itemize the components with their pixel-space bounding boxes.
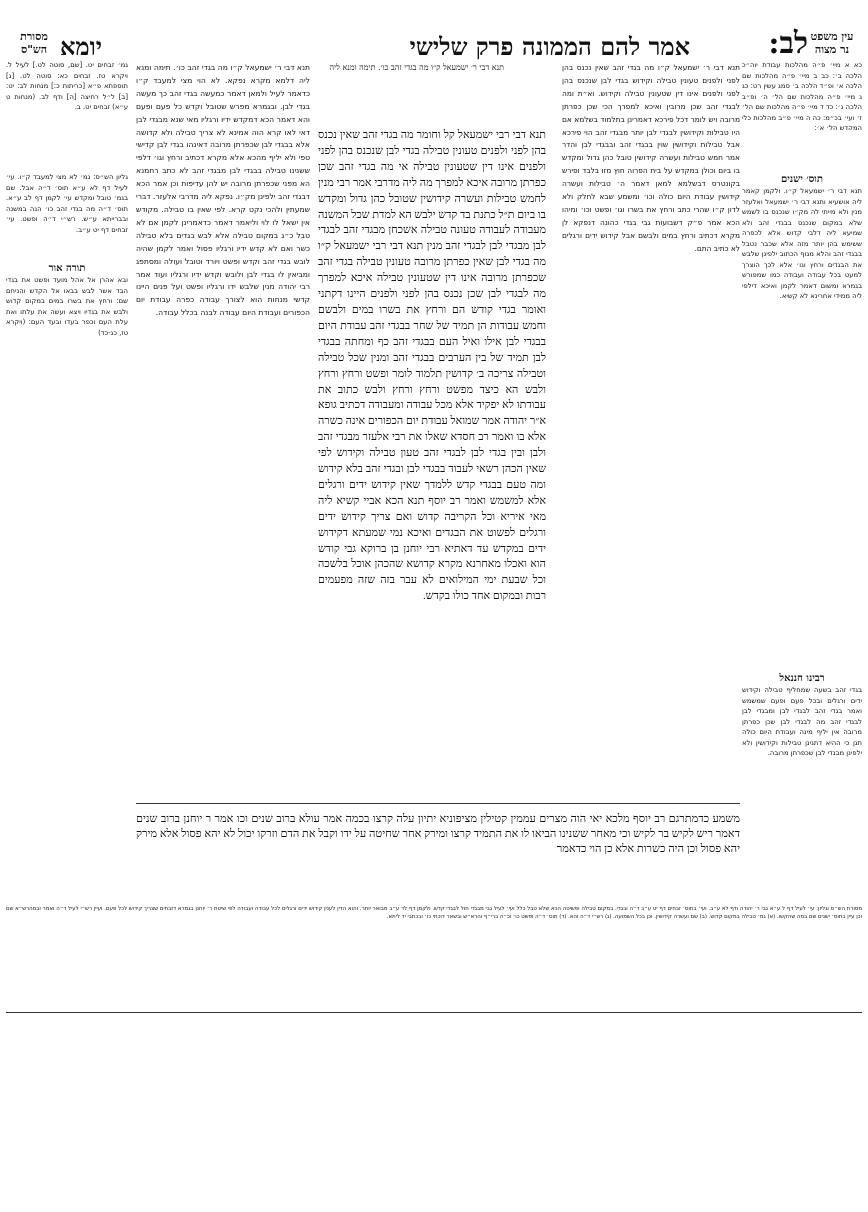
rabbeinu-chananel-title: רבינו חננאל (779, 673, 825, 684)
daf-number: לב: (768, 26, 808, 61)
tractate-name: יומא (60, 32, 103, 61)
bottom-commentary: מסורת הש״ס וגליון: עי׳ לעיל דף ל ע״א גבי ר׳ יהודה ודף לא ע״ב. ועי׳ בתוס׳ זבחים דף יט ע״ב ד״ה ובגדי. במקום טבילה ופשיטה הכא שלא טבל כלל ועי׳ לעיל גבי מבגדי חול לבגדי קדש. ולקמן דף לד ע״ב מבואר יותר. והוא הדין לענין קידוש ידים ורגלים לכל עבודה ועבודה לפי שיטת ר׳ יוחנן בגמרא דזבחים שצריך קידוש לכל פעם. ועיין רש״י לעיל ד״ה ואמר ובמהרש״א שם וכן עיין בתוס׳ ישנים שם במה שהקשו. (א) גמ׳ טבילה במקום קדוש. (ב) שם ועשרה קידושין. וכן בכל השמועה. (ג) רש״י ד״ה והא. (ד) תוס׳ ד״ה ופשט כו׳ וכ״ה ברי״ף והרא״ש ובשאר דוכתי כו׳ ובכתבי יד ליתא. (6, 906, 862, 920)
rabbeinu-chananel-column: בגדי זהב בשעה שמחליף טבילה וקידוש ידים ורגלים ובכל פעם ופעם שמשמש ואמר בגדי זהב לבגדי לבן ומבגדי לבן לבגדי זהב מה לבגדי לבן שכן כפרתן מרובה אין יליף מינה ועבודת היום כולה תנן כי ההיא דתנינן טבילות וקידושין ולא ילפינן מבגדי לבן שכפרתן מרובה. (742, 686, 862, 757)
gemara-column: תנא דבי רבי ישמעאל קל וחומר מה בגדי זהב שאין נכנס בהן לפני ולפנים טעונין טבילה בגדי לבן שנכנס בהן לפני ולפנים אינו דין שטעונין טבילה אי מה בגדי זהב שכן כפרתן מרובה איכא למפרך מה ליה מדרבי אמר רבי מנין לחמש טבילות ועשרה קידושין שטובל כהן גדול ומקדש בו ביום ת״ל כתנת בד קדש ילבש הא למדת שכל המשנה מעבודה לעבודה טעונה טבילה אשכחן מבגדי זהב לבגדי לבן מבגדי לבן לבגדי זהב מנין תנא דבי רבי ישמעאל ק״ו מה בגדי לבן שאין כפרתן מרובה טעונין טבילה בגדי זהב שכפרתן מרובה אינו דין שטעונין טבילה איכא למפרך מה לבגדי לבן שכן נכנס בהן לפני ולפנים היינו דקתני ואומר בגדי קודש הם ורחץ את בשרו במים ולבשם וחמש עבודות הן תמיד של שחר בבגדי זהב עבודת היום בבגדי לבן אילו ואיל העם בבגדי זהב כף ומחתה בבגדי לבן תמיד של בין הערבים בבגדי זהב ומנין שכל טבילה וטבילה צריכה ב׳ קדושין תלמוד לומר ופשט ורחץ ורחץ ולבש הא כיצד מפשט ורחץ ורחץ ולבש כתוב את עבודתו לא יפקיד אלא מכל עבודה ומעבודה דכתיב גופא א״ר יהודה אמר שמואל עבודת יום הכפורים אינה כשרה אלא בו ואמר רב חסדא שאלו את רבי אלעזר מבגדי זהב ולבן ובין בגדי לבן לבגדי זהב טעון טבילה וקידוש לפי שאין הכהן רשאי לעבוד בבגדי לבן ובגדי זהב בלא קידוש ומה טעם בבגדי קדש ללמדך שאין קידוש ידים ורגלים אלא למשמש ואמר רב יוסף תנא הכא אביי קשיא ליה מאי איריא וכל הקריבה קדוש ואם צריך קידוש ידים ורגלים לפשוט את הבגדים ואיכא נמי שמעתא דקידוש ידים במקדש עד דאתיא רבי יוחנן בן ברוקא גבי קודש הוא ואכלו מאחרנא מקרא קדושא שהכהן אוכל בלשכה וכל שבעת ימי המילואים לא עבר בזה שזה מפעמים רבות ובמקום אחד כולו בקדש. (318, 129, 546, 603)
torah-or-column: ובא אהרן אל אהל מועד ופשט את בגדי הבד אשר לבש בבאו אל הקדש והניחם שם: ורחץ את בשרו במים במקום קדוש ולבש את בגדיו ויצא ועשה את עלתו ואת עלת העם וכפר בעדו ובעד העם: (ויקרא טז, כג-כד) (6, 276, 128, 337)
gemara-bottom-text: משמע כדמתרגם רב יוסף מלכא יאי הוה מצרים עממין קטילין מציפוניא יתיון עלה קרצו בכמה אמר עולא ברוב שנים וכו אמר ר יוחנן ברוב שנים דאמר ריש לקיש בר לקיש וכי מאחר ששנינו הביאו לו את התמיד קרצו ומירק אחר שחיטה על ידו וקבל את הדם וזרקו יכול לא יהא פסול אלא מירק יהא פסול וכן היה כשרות אלא כן הוי כדאמר (136, 813, 740, 855)
gemara-top-rashi: תנא דבי ר׳ ישמעאל ק״ו מה בגדי זהב כו׳. תימה ומנא ליה (329, 63, 504, 72)
rashi-column: תנא דבי ר׳ ישמעאל ק״ו מה בגדי זהב כו׳. תימה ומנא ליה דלמא מקרא נפקא. לא הוי מצי למעבד ק״ו כדאמר לעיל ולמאן דאמר כמעשה בגדי זהב כך מעשה בגדי לבן. ובגמרא מפרש שטובל וקדש כל פעם ופעם והא דאמר הכא דמקדש ידיו ורגליו מאי שנא מבגדי לבן דאי לאו קרא הוה אמינא לא צריך טבילה ולא קדושה אלא בבגדי לבן שכפרתן מרובה דאינהו בגדי לבן קדישי טפי ולא יליף מהכא אלא מקרא דכתיב ורחץ וגו׳ דלפי ששנינו טבילה בבגדי לבן מבגדי זהב לא כתב רחמנא הא מפני שכפרתן מרובה יש להן עדיפות וכן אמר הכא דבגדי זהב ילפינן מק״ו. נפקא ליה מדרבי אלעזר. דברי שמעתין ולהכי נקט קרא. לפי שאין בו טבילה. מקודש אין ישאל לו לוי וליאמר דאמר כדאמרינן לקמן אם לא טבל כ״ג במקום טבילה אלא לבש בגדים בלא טבילה כשר ואם לא קדש ידיו ורגליו פסול ואמר לקמן שהיה לובש בגדי זהב וקדש ופשט ויורד וטובל ועולה ומסתפג ומביאין לו בגדי לבן ולובש וקדש ידיו ורגליו ועוד אמר רבי יהודה מנין שלבש ידו ורגליו ופשט ועל פנים היינו קדשי מנחות הוא לצורך עבודה כפרה עבודת יום הכפורים ועבודת היום עבודה לבנה בכלל עבודה. (136, 63, 310, 318)
tosafot-column: תנא דבי ר׳ ישמעאל ק״ו מה בגדי זהב שאין נכנס בהן לפני ולפנים טעונין טבילה וקידוש בגדי לבן שנכנס בהן לפני ולפנים אינו דין שטעונין טבילה וקידוש. וא״ת ומה לבגדי זהב שכן מרובין ואיכא למפרך הכי שכן כפרתן מרובה ויש לומר דכל פירכא דאמרינן בתלמוד בשלמא אם היו טבילות וקידושין לבגדי לבן יותר מבגדי זהב הוי פירכא אבל טבילות וקידושין שוין בבגדי זהב ובבגדי לבן והדר אמר חמש טבילות ועשרה קידושין טובל כהן גדול ומקדש בו ביום וכולן במקדש על בית הפרוה חוץ מזו בלבד ופירש בקונטרס דבשלמא למאן דאמר ה׳ טבילות ועשרה קידושין עבודת היום כולה וכו׳ ומשמע שבא לחלק ולא לדון ק״ו שהרי כתב ורחץ את בשרו וגו׳ ופשט וכו׳ ומיהו הכא אמר פ״ק דשבועות גבי בגדי כהונה דנפקא לן מקרא דכתיב ורחץ במים ולבשם אבל קידוש ידים ורגלים לא כתיב התם. (562, 63, 740, 253)
column-divider (136, 803, 740, 804)
masoret-hashas-column: גמ׳ זבחים יט. [שם, סוטה לט.] לעיל ל. ויקרא טז. זבחים כא: סוטה לט. [ג] תוספתא פ״א [כריתות כ:] מנחות לב: יט: [ב] ל״ל רחיצה [ה] ודף לב. (מנחות ט ע״א) זבחים יט. ב. (6, 61, 128, 111)
footnote-rule (6, 1012, 862, 1013)
tosafot-yeshanim-title: תוס׳ ישנים (781, 174, 823, 185)
chapter-title: אמר להם הממונה פרק שלישי (409, 32, 690, 61)
masoret-label: מסורת הש"ס (20, 30, 48, 56)
ein-mishpat-column: כא א מיי׳ פ״ה מהלכות עבודת יוה״כ הלכה ב׳: כב ב מיי׳ פ״ה מהלכות שם הלכה א׳ ופ״ד הלכה ב׳ סמג עשין רט: כג ג מיי׳ פ״ה מהלכות שם הל׳ ה׳ ופ״ב הלכה ג׳: כד ד מיי׳ פ״ה מהלכות שם הל׳ ז׳ ועי׳ בכ״מ: כה ה מיי׳ פ״ב מהלכות כלי המקדש הל׳ א׳: (742, 61, 862, 130)
tosafot-yeshanim-column: תנא דבי ר׳ ישמעאל ק״ו. ולקמן קאמר ליה אושעיא ותנא דבי ר׳ ישמעאל ואלעזר מנין ולא מייתי לה מק״ו שנכנס בו לשמש שלא במקום שנכנס בבגדי זהב ולא שמיעא ליה דלבי קדוש אלא לכפרה ששימש בהן יותר מזה אלא שכבר נטבל בבגדי זהב והלא מגוף הכתוב ילפינן שלבש את הבגדים ורחץ וגו׳ אלא לכך הוצרך למעט בכל עבודה ועבודה כמו שמפורש בגמרא ומשום דאמר לקמן ואיכא דילפי ליה ממידי אחרינא לא קשיא. (742, 187, 862, 300)
ein-mishpat-label: עין משפט נר מצוה (810, 30, 854, 56)
torah-or-title: תורה אור (48, 263, 86, 274)
gilyon-hashas-column: גליון הש״ס: גמ׳ לא מצי למעבד ק״ו. עי׳ לעיל דף לא ע״א תוס׳ ד״ה אבל. שם בגמ׳ טובל ומקדש עי׳ לקמן דף לב ע״א. תוס׳ ד״ה מה בגדי זהב כו׳ הנה במשנה ובברייתא ע״ש. רש״י ד״ה ופשט. עי׳ זבחים דף יט ע״ב. (6, 173, 128, 234)
